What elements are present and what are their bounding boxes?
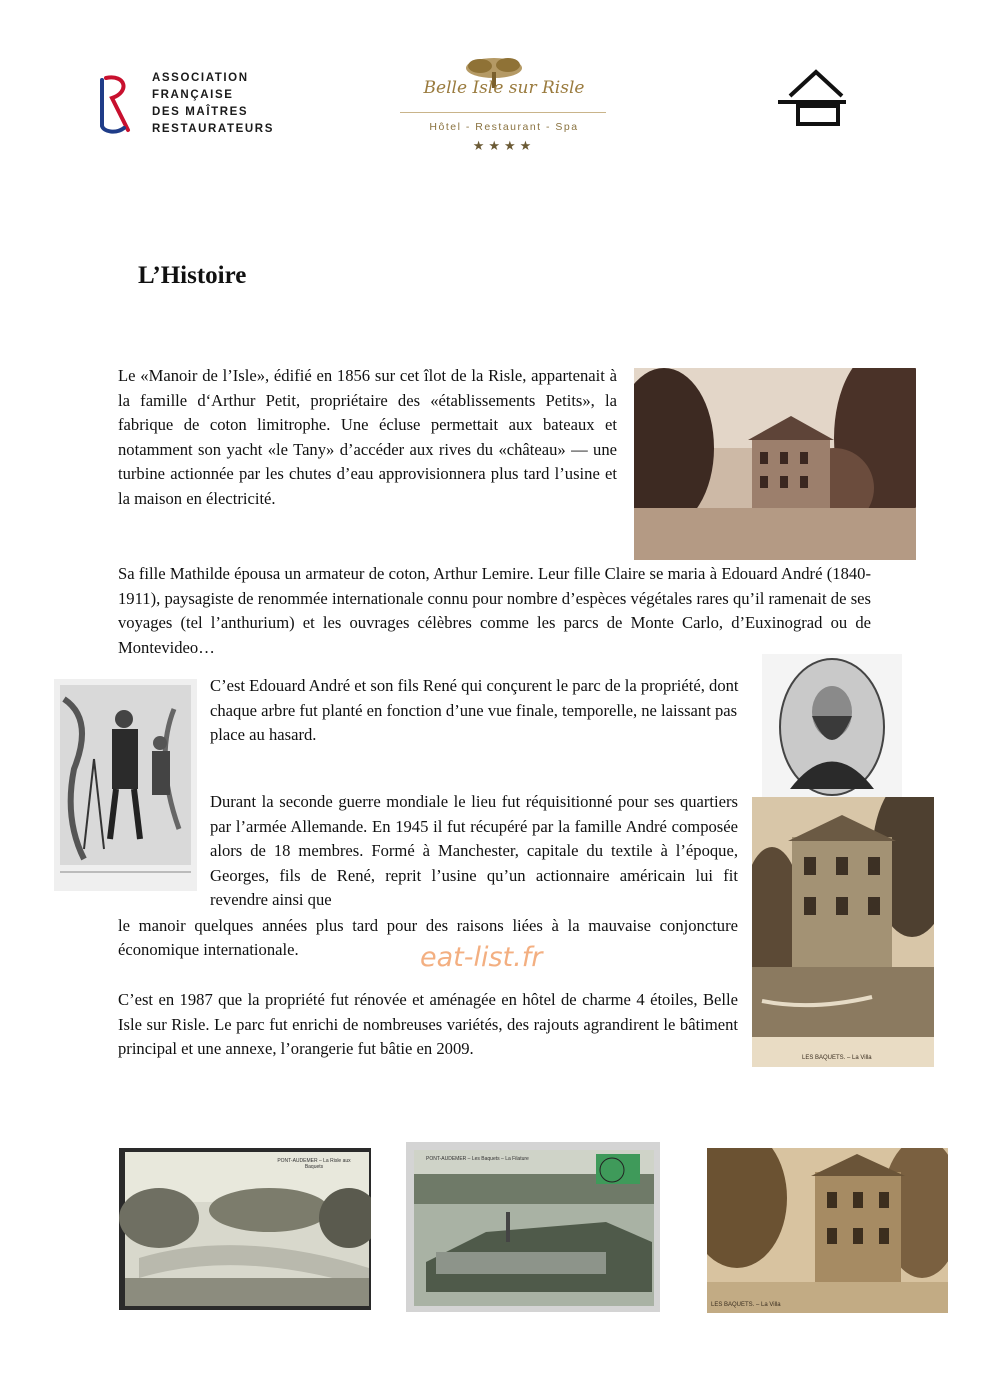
- house-postcard-caption: LES BAQUETS. – La Villa: [711, 1302, 781, 1308]
- house-postcard: [707, 1148, 948, 1313]
- paragraph-2-text: Sa fille Mathilde épousa un armateur de coton, Arthur Lemire. Leur fille Claire se maria à Edouard André (1840-1911), paysagiste de renommée internationale connu pour nombre d’espèces végétales rares qu’il ramenait de ses voyages (tel l’anthurium) et les ouvrages célèbres comme les parcs de Monte Carlo, d’Euxinograd ou de Montevideo…: [118, 564, 871, 657]
- watermark: eat-list.fr: [420, 942, 543, 973]
- paragraph-1-text: Le «Manoir de l’Isle», édifié en 1856 sur cet îlot de la Risle, appartenait à la famille d‘Arthur Petit, propriétaire des «établissements Petits», la fabrique de coton limitrophe. Une écluse permettait aux bateaux et notamment son yacht «le Tany» d’accéder aux rives du «château» — une turbine actionnée par les chutes d’eau approvisionnera plus tard l’usine et la maison en électricité.: [118, 366, 617, 508]
- paragraph-4: [210, 790, 738, 913]
- afmr-line-3: DES MAÎTRES: [152, 106, 249, 118]
- paragraph-3: [210, 674, 740, 748]
- afmr-r-icon: [96, 70, 140, 136]
- paragraph-5-text: C’est en 1987 que la propriété fut rénovée et aménagée en hôtel de charme 4 étoiles, Belle Isle sur Risle. Le parc fut enrichi de nombreuses variétés, des rajouts agrandirent le bâtiment principal et une annexe, l’orangerie fut bâtie en 2009.: [118, 990, 738, 1059]
- afmr-line-4: RESTAURATEURS: [152, 123, 274, 135]
- afmr-line-1: ASSOCIATION: [152, 72, 249, 84]
- river-postcard-caption: PONT-AUDEMER – La Risle aux Baquets: [277, 1158, 351, 1170]
- hotel-name: Belle Isle sur Risle: [423, 78, 585, 98]
- factory-postcard-caption: PONT-AUDEMER – Les Baquets – La Filature: [426, 1156, 529, 1162]
- paragraph-3-text: C’est Edouard André et son fils René qui conçurent le parc de la propriété, dont chaque arbre fut planté en fonction d’une vue finale, temporelle, ne laissant pas place au hasard.: [210, 676, 739, 745]
- afmr-line-2: FRANÇAISE: [152, 89, 234, 101]
- explorer-engraving: [54, 679, 197, 891]
- portrait-photo: [762, 654, 902, 800]
- river-postcard: [119, 1148, 371, 1310]
- afmr-name: [152, 70, 274, 138]
- factory-postcard: [406, 1142, 660, 1312]
- afmr-logo: [96, 70, 140, 136]
- hotel-subtitle: Hôtel - Restaurant - Spa: [429, 121, 579, 133]
- manor-photo: [634, 368, 916, 560]
- villa-postcard-caption: LES BAQUETS. – La Villa: [802, 1055, 872, 1061]
- paragraph-4b-text: le manoir quelques années plus tard pour des raisons liées à la mauvaise conjoncture économique internationale.: [118, 915, 738, 960]
- hotel-underline: [400, 112, 606, 113]
- hotel-stars: ★★★★: [472, 138, 536, 153]
- page-title: L’Histoire: [138, 262, 247, 289]
- paragraph-1: [118, 364, 617, 512]
- paragraph-2: [118, 562, 871, 660]
- paragraph-4-text: Durant la seconde guerre mondiale le lieu fut réquisitionné pour ses quartiers par l’armée Allemande. En 1945 il fut récupéré par la famille André composée alors de 18 membres. Formé à Manchester, capitale du textile à l’époque, Georges, fils de René, reprit l’usine qu’un actionnaire américain lui fit revendre ainsi que: [210, 792, 738, 910]
- house-icon: [776, 66, 848, 128]
- paragraph-5: [118, 988, 738, 1062]
- villa-postcard: [752, 797, 934, 1067]
